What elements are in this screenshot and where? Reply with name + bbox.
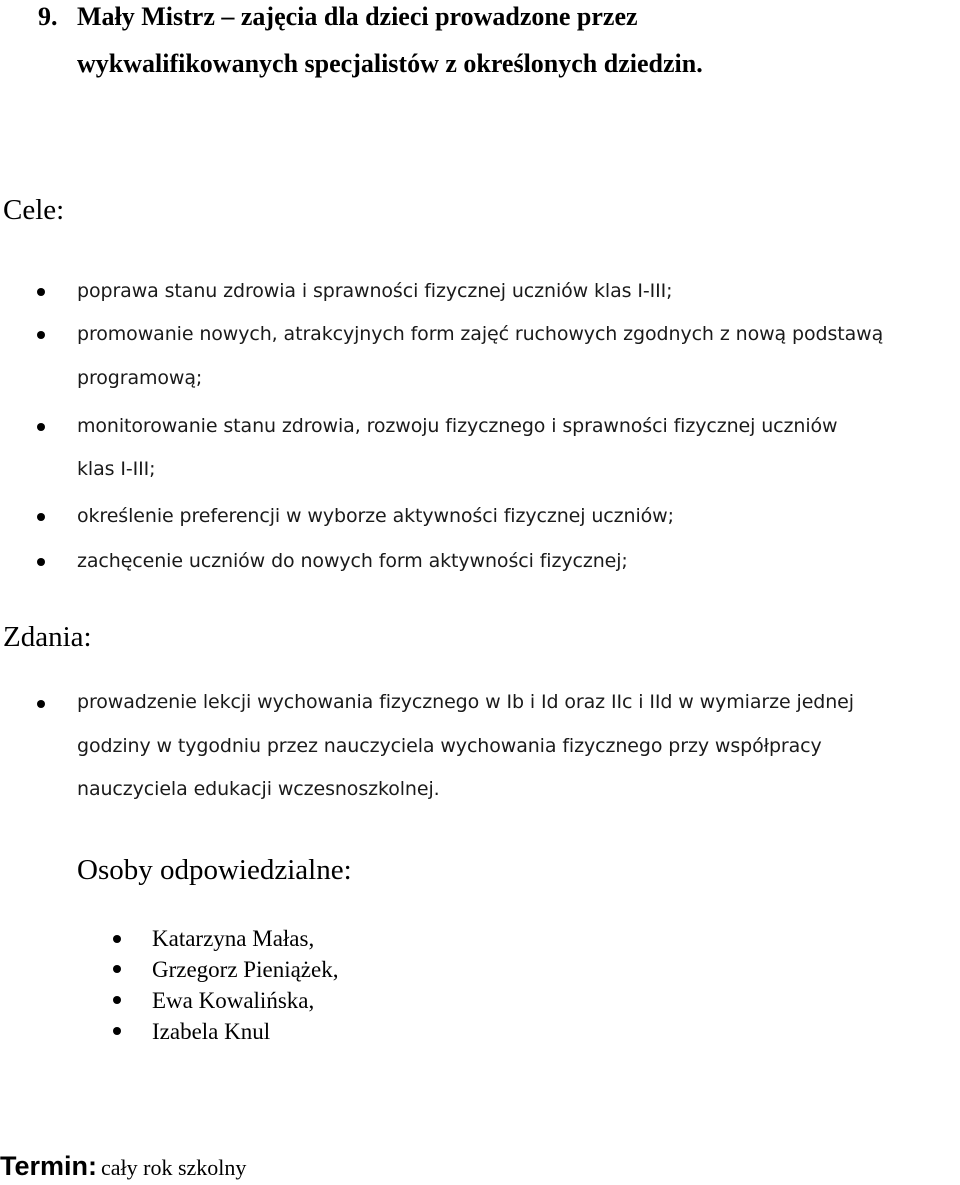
- heading-number: 9.: [38, 2, 58, 31]
- cele-item-1-line-1: poprawa stanu zdrowia i sprawności fizycznej uczniów klas I-III;: [77, 280, 673, 302]
- termin-label: Termin:: [0, 1151, 98, 1181]
- cele-item-3-line-2: klas I-III;: [77, 458, 156, 480]
- termin-line: [0, 1153, 246, 1180]
- osoby-item-2: Grzegorz Pieniążek,: [152, 957, 339, 982]
- zadania-item-1-line-3: nauczyciela edukacji wczesnoszkolnej.: [77, 778, 440, 800]
- termin-value: cały rok szkolny: [101, 1155, 247, 1180]
- bullet-icon: [37, 700, 45, 708]
- bullet-icon: [37, 288, 45, 296]
- cele-item-3-line-1: monitorowanie stanu zdrowia, rozwoju fizycznego i sprawności fizycznej uczniów: [77, 415, 838, 437]
- cele-item-5-line-1: zachęcenie uczniów do nowych form aktywności fizycznej;: [77, 550, 628, 572]
- cele-item-4-line-1: określenie preferencji w wyborze aktywności fizycznej uczniów;: [77, 505, 674, 527]
- zadania-item-1-line-2: godziny w tygodniu przez nauczyciela wychowania fizycznego przy współpracy: [77, 735, 822, 757]
- bullet-icon: [37, 423, 45, 431]
- bullet-icon: [113, 965, 121, 973]
- zadania-label: Zdania:: [3, 621, 92, 653]
- cele-label: Cele:: [3, 194, 65, 226]
- cele-item-2-line-1: promowanie nowych, atrakcyjnych form zajęć ruchowych zgodnych z nową podstawą: [77, 323, 884, 345]
- heading-line-1: Mały Mistrz – zajęcia dla dzieci prowadzone przez: [77, 2, 638, 31]
- osoby-label: Osoby odpowiedzialne:: [77, 854, 352, 886]
- bullet-icon: [37, 558, 45, 566]
- bullet-icon: [113, 1027, 121, 1035]
- bullet-icon: [113, 935, 121, 943]
- osoby-item-3: Ewa Kowalińska,: [152, 988, 315, 1013]
- zadania-item-1-line-1: prowadzenie lekcji wychowania fizycznego w Ib i Id oraz IIc i IId w wymiarze jednej: [77, 691, 854, 713]
- heading-line-2: wykwalifikowanych specjalistów z określonych dziedzin.: [77, 49, 703, 78]
- bullet-icon: [113, 996, 121, 1004]
- cele-item-2-line-2: programową;: [77, 367, 203, 389]
- bullet-icon: [37, 513, 45, 521]
- osoby-item-4: Izabela Knul: [152, 1019, 271, 1044]
- osoby-item-1: Katarzyna Małas,: [152, 926, 315, 951]
- bullet-icon: [37, 331, 45, 339]
